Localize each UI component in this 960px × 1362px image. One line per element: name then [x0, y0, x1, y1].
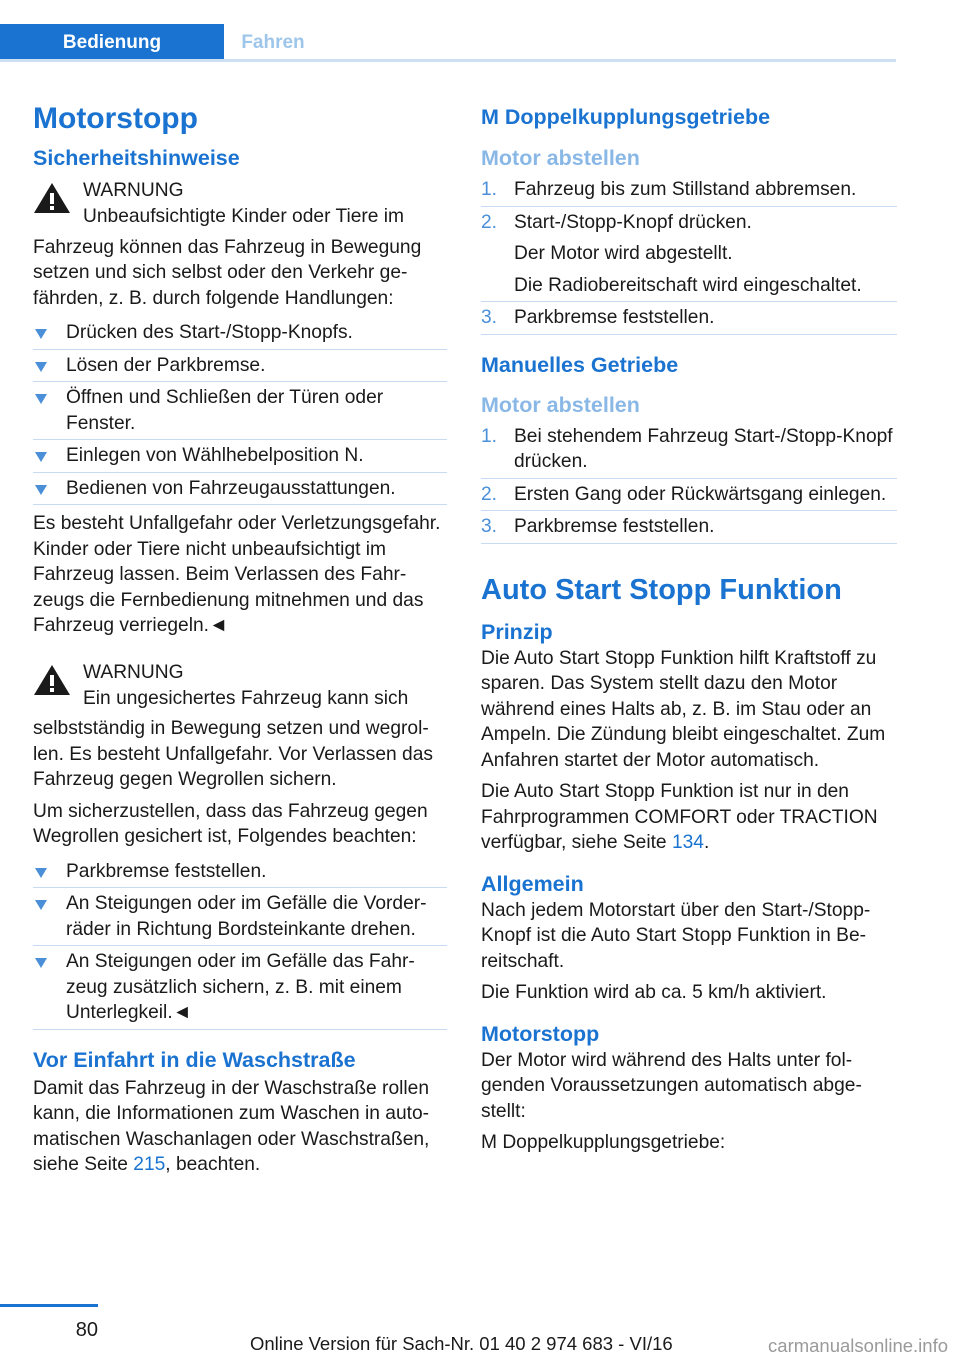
section-title-motorstopp: Motorstopp	[33, 102, 198, 135]
stop-text-2: M Doppelkupplungsgetriebe:	[481, 1132, 726, 1153]
secure-list	[33, 856, 447, 1030]
warning-label: WARNUNG	[83, 180, 184, 201]
secure-intro: Um sicherzustellen, dass das Fahrzeug gegen Wegrollen gesichert ist, Folgendes beachten:	[33, 800, 428, 847]
page-number: 80	[75, 1319, 98, 1341]
general-text: Nach jedem Motorstart über den Start-/Stopp-Knopf ist die Auto Start Stopp Funktion in Bereitschaft.	[481, 899, 871, 972]
list-item: Drücken des Start-/Stopp-Knopfs.	[33, 317, 447, 350]
triangle-bullet-icon	[35, 485, 47, 495]
list-item: 1. Bei stehendem Fahrzeug Start-/Stopp-Knopf drücken.	[481, 421, 897, 479]
heading-motorstopp: Motorstopp	[481, 1021, 600, 1046]
subheading-motor-abstellen: Motor abstellen	[481, 392, 640, 417]
left-column	[33, 96, 447, 1184]
warning-label: WARNUNG	[83, 661, 184, 683]
heading-waschstrasse: Vor Einfahrt in die Waschstraße	[33, 1047, 356, 1072]
triangle-bullet-icon	[35, 452, 47, 462]
warning-first-line: Ein ungesichertes Fahrzeug kann sich	[83, 687, 409, 709]
section-title-auto-start-stopp: Auto Start Stopp Funktion	[481, 573, 842, 606]
warning-first-line: Unbeaufsichtigte Kinder oder Tiere im	[83, 206, 405, 227]
general-text-2: Die Funktion wird ab ca. 5 km/h aktiviert.	[481, 982, 827, 1003]
triangle-bullet-icon	[35, 900, 47, 910]
list-item: 2. Start-/Stopp-Knopf drücken. Der Motor wird abgestellt. Die Radiobereitschaft wird eingeschaltet.	[481, 207, 897, 303]
right-column	[481, 96, 897, 1162]
heading-allgemein: Allgemein	[481, 871, 584, 896]
manual-steps	[481, 421, 897, 544]
list-item: 2. Ersten Gang oder Rückwärtsgang einlegen.	[481, 479, 897, 512]
online-version-note: Online Version für Sach-Nr. 01 40 2 974 683 - VI/16	[250, 1333, 673, 1354]
heading-manuelles-getriebe: Manuelles Getriebe	[481, 352, 679, 377]
warning-icon	[33, 663, 71, 697]
watermark: carmanualsonline.info	[768, 1335, 948, 1356]
heading-doppelkupplung: M Doppelkupplungsgetriebe	[481, 105, 771, 129]
triangle-bullet-icon	[35, 868, 47, 878]
triangle-bullet-icon	[35, 958, 47, 968]
list-item: 3. Parkbremse feststellen.	[481, 511, 897, 544]
principle-text-2: Die Auto Start Stopp Funktion ist nur in den Fahrprogrammen COMFORT oder TRACTION verfügbar, siehe Seite 134.	[481, 781, 878, 853]
list-item: Parkbremse feststellen.	[33, 856, 447, 889]
footer-divider	[0, 1304, 98, 1307]
triangle-bullet-icon	[35, 329, 47, 339]
warning-action-list	[33, 317, 447, 505]
list-item: Einlegen von Wählhebelposition N.	[33, 440, 447, 473]
list-item: Öffnen und Schließen der Türen oder Fenster.	[33, 382, 447, 440]
tab-fahren[interactable]: Fahren	[241, 32, 305, 53]
triangle-bullet-icon	[35, 362, 47, 372]
warning-text: selbstständig in Bewegung setzen und wegrollen. Es besteht Unfallgefahr. Vor Verlassen das Fahrzeug gegen Wegrollen sichern.	[33, 718, 433, 790]
page-link-134[interactable]: 134	[671, 832, 704, 853]
list-item: 1. Fahrzeug bis zum Stillstand abbremsen.	[481, 174, 897, 207]
warning-icon	[33, 181, 71, 215]
warning-block-1	[33, 177, 447, 311]
dkg-steps	[481, 174, 897, 335]
tab-bedienung[interactable]: Bedienung	[0, 24, 224, 62]
principle-text: Die Auto Start Stopp Funktion hilft Kraftstoff zu sparen. Das System stellt dazu den Motor während eines Halts ab, z. B. im Stau oder an Ampeln. Die Zündung bleibt eingeschaltet. Zum Anfahren startet der Motor automatisch.	[481, 647, 886, 771]
chapter-tabs	[0, 24, 896, 62]
stop-text: Der Motor wird während des Halts unter folgenden Voraussetzungen automatisch abgestellt:	[481, 1049, 862, 1122]
warning-conclusion: Es besteht Unfallgefahr oder Verletzungsgefahr. Kinder oder Tiere nicht unbeaufsichtigt im Fahrzeug lassen. Beim Verlassen des Fahrzeugs die Fernbedienung mitnehmen und das Fahrzeug verriegeln.◄	[33, 513, 441, 636]
warning-text: Fahrzeug können das Fahrzeug in Bewegung setzen und sich selbst oder den Verkehr gefährden, z. B. durch folgende Handlungen:	[33, 236, 422, 309]
page-link-215[interactable]: 215	[133, 1154, 166, 1175]
wash-text: Damit das Fahrzeug in der Waschstraße rollen kann, die Informationen zum Waschen in automatischen Waschanlagen oder Waschstraßen, siehe Seite 215, beachten.	[33, 1077, 430, 1175]
heading-sicherheitshinweise: Sicherheitshinweise	[33, 146, 240, 170]
list-item: Bedienen von Fahrzeugausstattungen.	[33, 473, 447, 506]
list-item: An Steigungen oder im Gefälle die Vorderräder in Richtung Bordsteinkante drehen.	[33, 888, 447, 946]
subheading-motor-abstellen: Motor abstellen	[481, 146, 640, 170]
triangle-bullet-icon	[35, 394, 47, 404]
list-item: 3. Parkbremse feststellen.	[481, 302, 897, 335]
heading-prinzip: Prinzip	[481, 619, 553, 644]
header-divider	[0, 59, 896, 62]
list-item: An Steigungen oder im Gefälle das Fahrzeug zusätzlich sichern, z. B. mit einem Unterlegkeil.◄	[33, 946, 447, 1030]
list-item: Lösen der Parkbremse.	[33, 350, 447, 383]
warning-block-2	[33, 659, 447, 793]
